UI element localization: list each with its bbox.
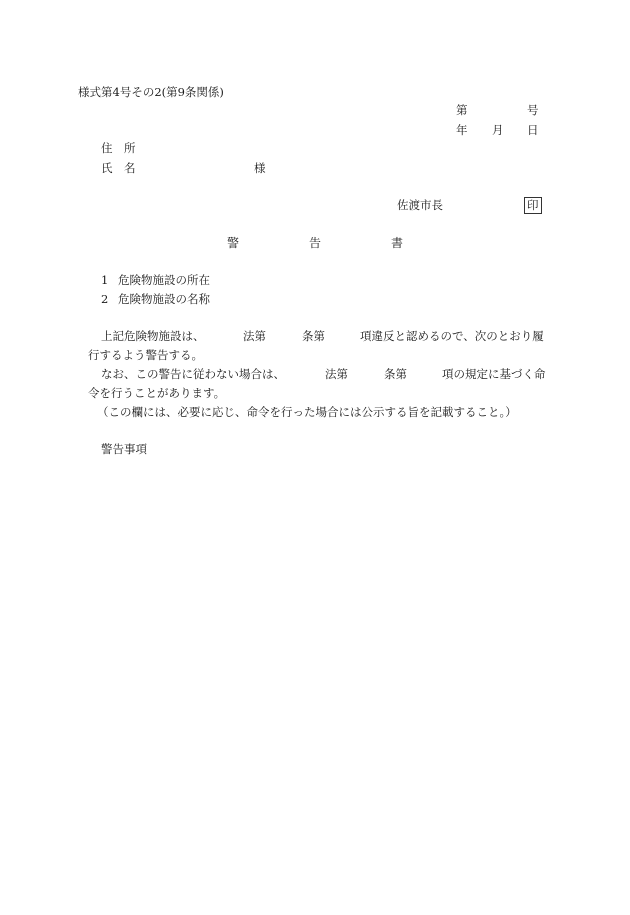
issuer-title: 佐渡市長 <box>397 198 443 212</box>
para1-part-a: 上記危険物施設は、 <box>101 329 205 343</box>
para2-part-d: 項の規定に基づく命 <box>442 367 546 381</box>
seal-icon: 印 <box>524 197 542 214</box>
item-1-number: 1 <box>101 273 109 287</box>
para2-part-b: 法第 <box>325 367 348 381</box>
para1-line-2: 行するよう警告する。 <box>88 348 203 362</box>
date-year: 年 <box>456 123 468 137</box>
date-day: 日 <box>527 123 539 137</box>
form-identifier: 様式第4号その2(第9条関係) <box>78 85 224 99</box>
para2-part-a: なお、この警告に従わない場合は、 <box>101 367 285 381</box>
name-label: 氏 名 <box>101 161 136 175</box>
title-char-3: 書 <box>391 236 404 250</box>
note-text: （この欄には、必要に応じ、命令を行った場合には公示する旨を記載すること。） <box>97 405 517 419</box>
title-char-2: 告 <box>309 236 322 250</box>
title-char-1: 警 <box>227 236 240 250</box>
para2-part-c: 条第 <box>384 367 407 381</box>
doc-number-suffix: 号 <box>527 103 539 117</box>
seal-mark <box>524 197 542 214</box>
item-2-text: 危険物施設の名称 <box>118 292 210 306</box>
para1-part-b: 法第 <box>243 329 266 343</box>
item-2-number: 2 <box>101 292 109 306</box>
date-month: 月 <box>492 123 504 137</box>
doc-number-prefix: 第 <box>456 103 468 117</box>
para1-part-c: 条第 <box>302 329 325 343</box>
honorific: 様 <box>254 161 266 175</box>
item-1-text: 危険物施設の所在 <box>118 273 210 287</box>
warning-items-label: 警告事項 <box>101 442 147 456</box>
para1-part-d: 項違反と認めるので、次のとおり履 <box>360 329 544 343</box>
address-label: 住 所 <box>101 141 136 155</box>
para2-line-2: 令を行うことがあります。 <box>88 386 226 400</box>
